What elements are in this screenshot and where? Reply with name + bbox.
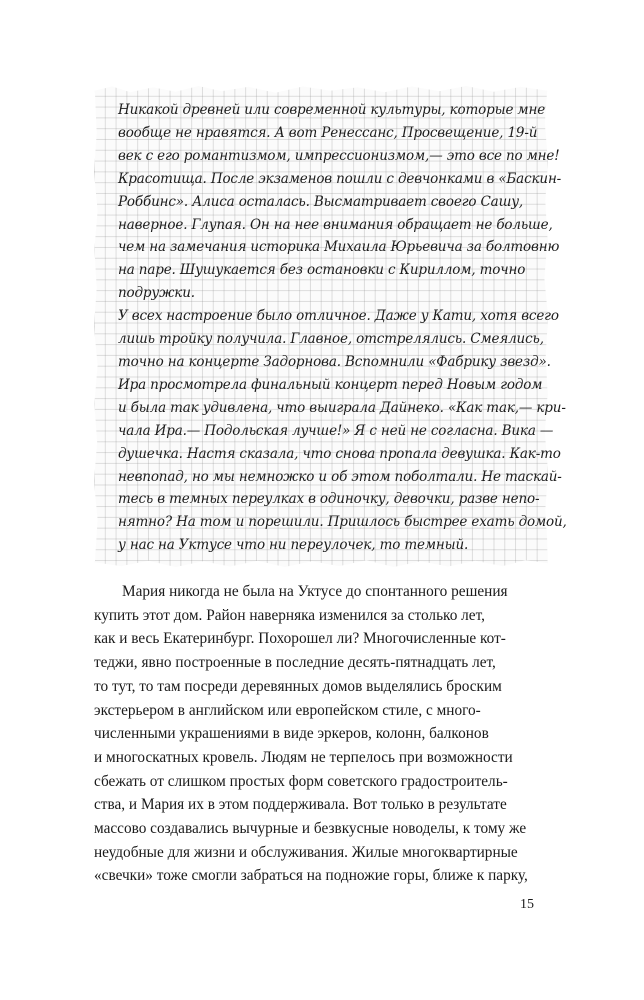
diary-line: наверное. Глупая. Он на нее внимания обращает не больше,: [118, 216, 553, 233]
diary-line: нятно? На том и порешили. Пришлось быстрее ехать домой,: [118, 514, 567, 531]
body-line: то тут, то там посреди деревянных домов выделялись броским: [94, 677, 502, 695]
body-line: ства, и Мария их в этом поддерживала. Вот только в результате: [94, 796, 507, 814]
diary-line: душечка. Настя сказала, что снова пропала девушка. Как-то: [118, 445, 561, 462]
body-line: «свечки» тоже смогли забраться на подножие горы, ближе к парку,: [94, 867, 528, 885]
diary-line: точно на концерте Задорнова. Вспомнили «Фабрику звезд».: [118, 353, 551, 370]
diary-line: У всех настроение было отличное. Даже у Кати, хотя всего: [118, 308, 559, 325]
diary-line: и была так удивлена, что выиграла Дайнеко. «Как так,— кри-: [118, 399, 566, 416]
body-line: купить этот дом. Район наверняка изменился за столько лет,: [94, 606, 485, 624]
diary-line: Роббинс». Алиса осталась. Высматривает своего Сашу,: [118, 193, 524, 210]
body-line: Мария никогда не была на Уктусе до спонтанного решения: [122, 583, 508, 600]
body-line: неудобные для жизни и обслуживания. Жилые многоквартирные: [94, 843, 518, 861]
diary-line: вообще не нравятся. А вот Ренессанс, Просвещение, 19-й: [118, 124, 538, 141]
body-paragraph: [94, 580, 554, 888]
diary-line: невпопад, но мы немножко и об этом поболтали. Не таскай-: [118, 468, 562, 485]
diary-line: у нас на Уктусе что ни переулочек, то темный.: [118, 537, 469, 554]
diary-line: Ира просмотрела финальный концерт перед Новым годом: [118, 376, 543, 393]
diary-line: лишь тройку получила. Главное, отстрелялись. Смеялись,: [118, 331, 544, 348]
body-line: численными украшениями в виде эркеров, колонн, балконов: [94, 725, 489, 743]
page-number: 15: [520, 897, 534, 912]
diary-line: чала Ира.— Подольская лучше!» Я с ней не согласна. Вика —: [118, 422, 554, 439]
diary-entry: [118, 99, 567, 557]
diary-line: век с его романтизмом, импрессионизмом,— это все по мне!: [118, 147, 560, 164]
diary-line: Красотища. После экзаменов пошли с девчонками в «Баскин-: [118, 170, 562, 187]
diary-line: тесь в темных переулках в одиночку, девочки, разве непо-: [118, 491, 540, 508]
body-line: экстерьером в английском или европейском стиле, с много-: [94, 701, 481, 719]
diary-line: подружки.: [118, 285, 195, 302]
diary-line: Никакой древней или современной культуры, которые мне: [118, 102, 546, 118]
diary-line: на паре. Шушукается без остановки с Кириллом, точно: [118, 262, 526, 279]
body-line: массово создавались вычурные и безвкусные новоделы, к тому же: [94, 820, 527, 838]
body-line: как и весь Екатеринбург. Похорошел ли? Многочисленные кот-: [94, 630, 506, 648]
body-line: сбежать от слишком простых форм советского градостроитель-: [94, 772, 508, 790]
body-line: теджи, явно построенные в последние десять-пятнадцать лет,: [94, 654, 496, 672]
diary-line: чем на замечания историка Михаила Юрьевича за болтовню: [118, 239, 560, 256]
body-line: и многоскатных кровель. Людям не терпелось при возможности: [94, 748, 513, 766]
